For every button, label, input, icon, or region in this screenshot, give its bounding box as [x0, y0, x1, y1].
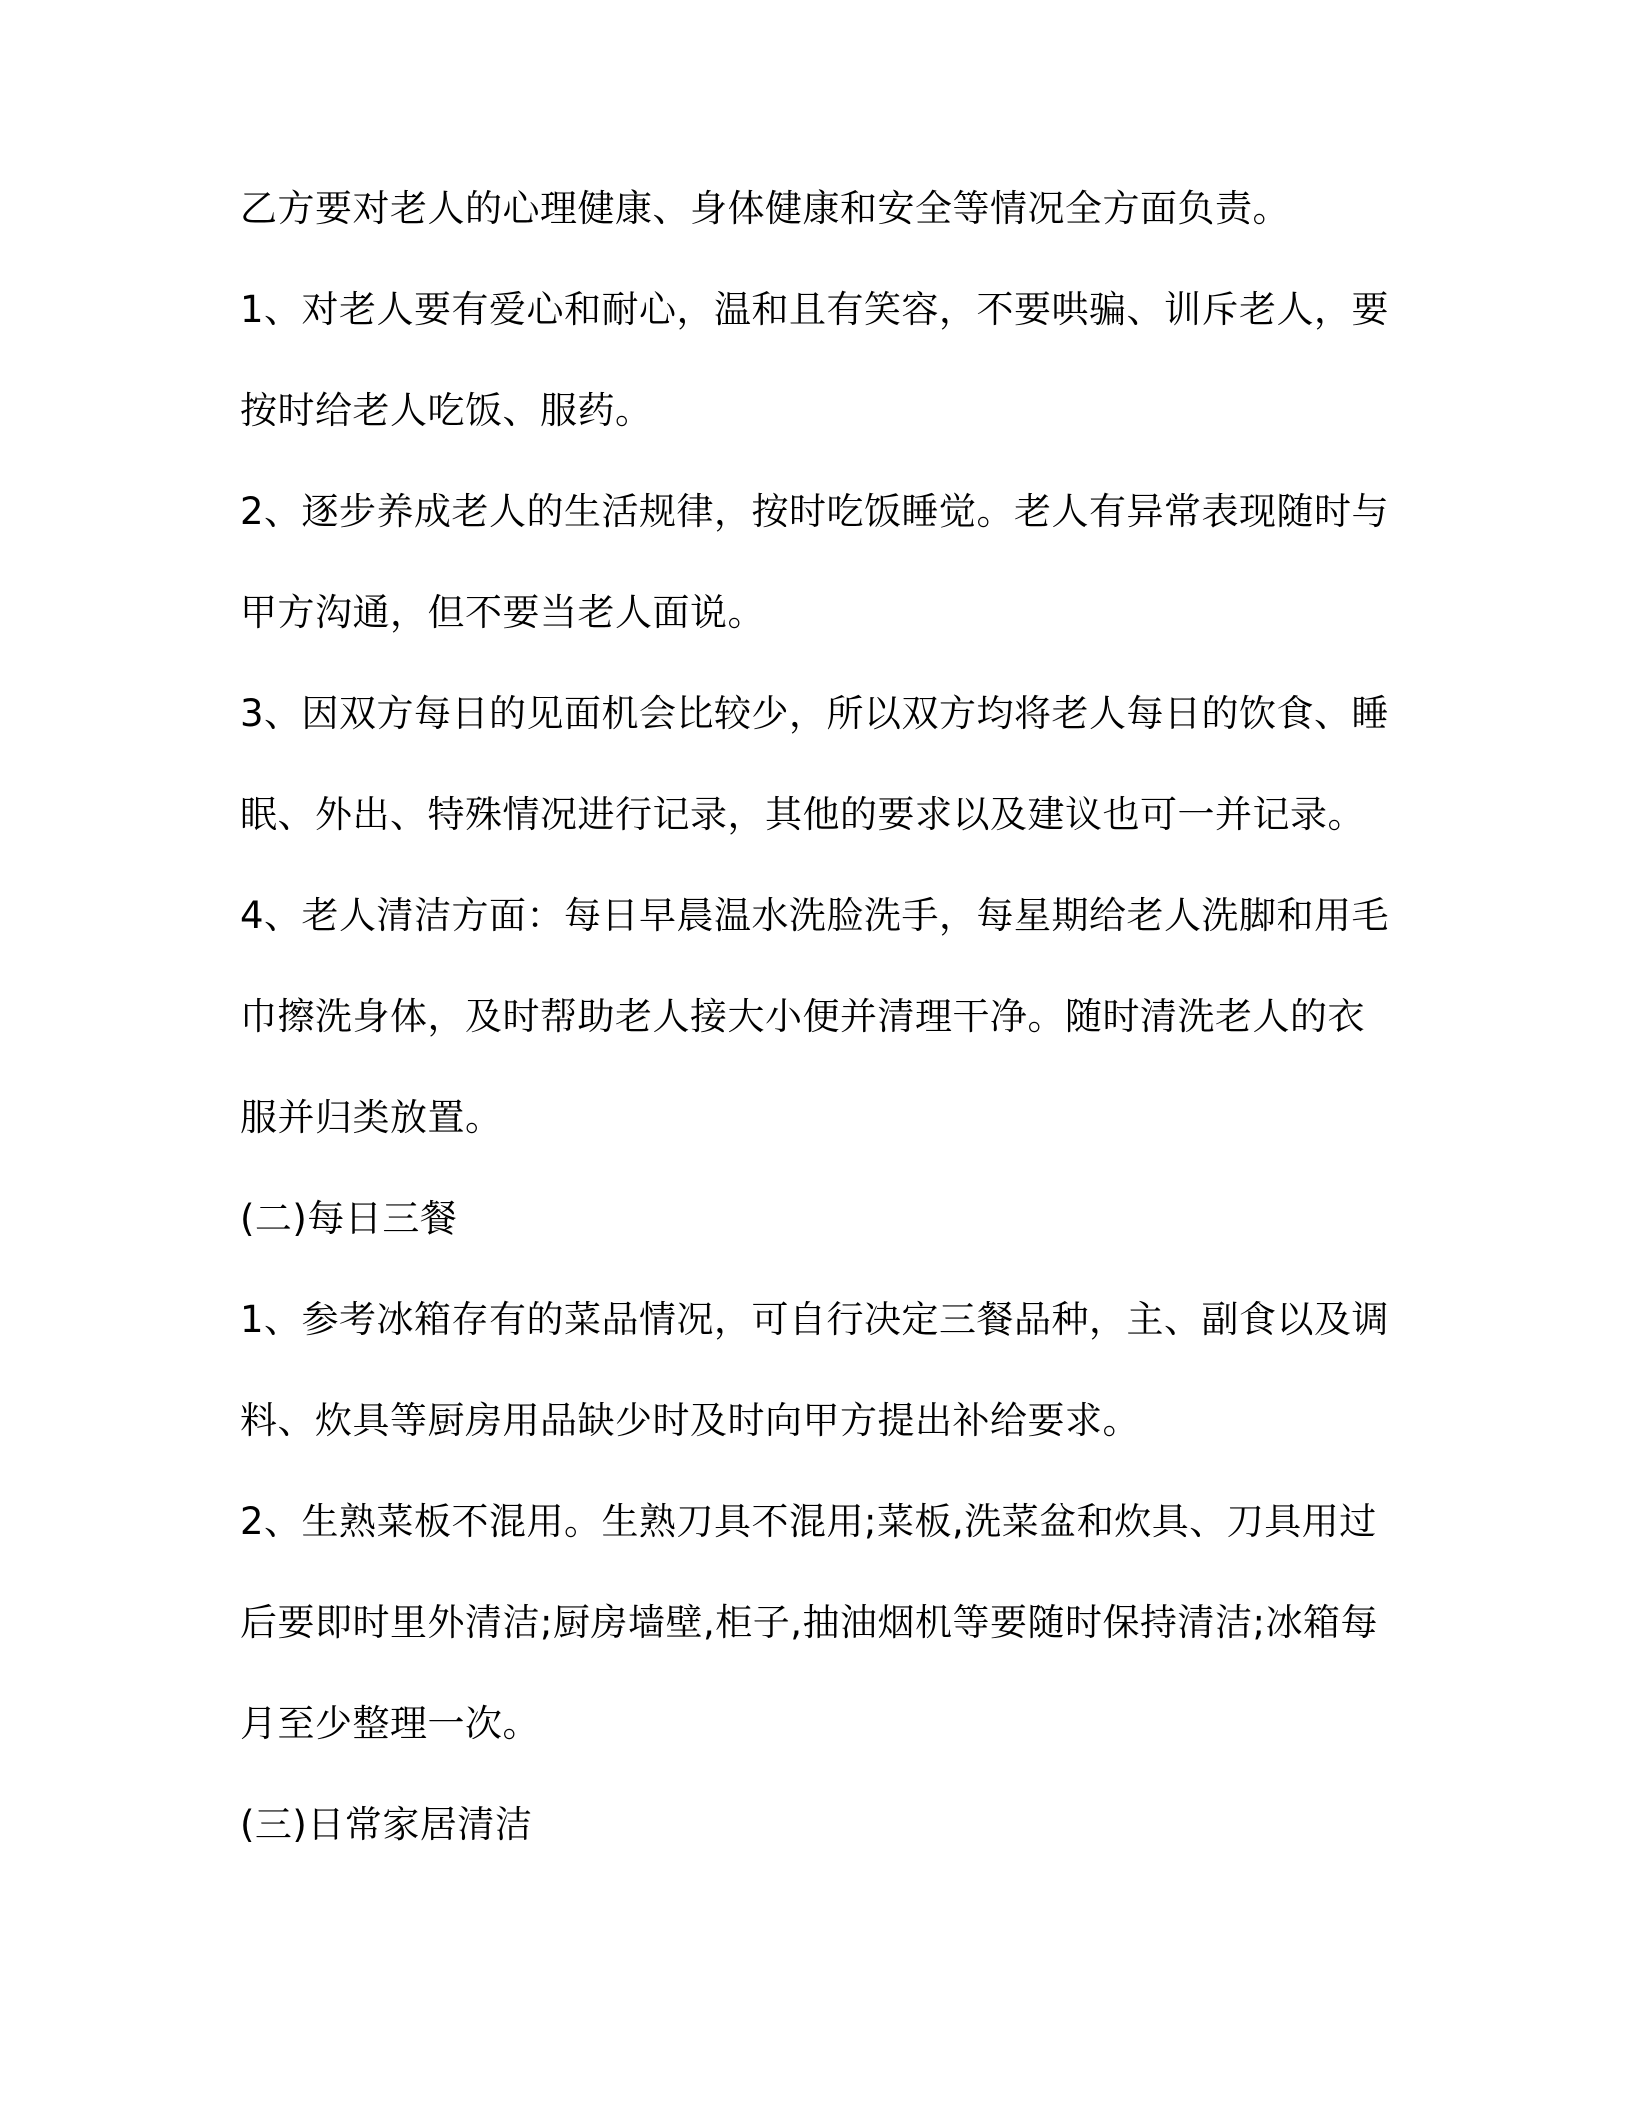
- meals-item-1-line-1: 1、参考冰箱存有的菜品情况，可自行决定三餐品种，主、副食以及调: [240, 1298, 1390, 1341]
- section-heading-cleaning: (三)日常家居清洁: [240, 1803, 533, 1846]
- meals-item-2-line-2: 后要即时里外清洁;厨房墙壁,柜子,抽油烟机等要随时保持清洁;冰箱每: [240, 1601, 1378, 1644]
- item-1-line-2: 按时给老人吃饭、服药。: [240, 389, 653, 432]
- meals-item-2-line-1: 2、生熟菜板不混用。生熟刀具不混用;菜板,洗菜盆和炊具、刀具用过: [240, 1500, 1377, 1543]
- item-3-line-2: 眠、外出、特殊情况进行记录，其他的要求以及建议也可一并记录。: [240, 793, 1365, 836]
- item-3-line-1: 3、因双方每日的见面机会比较少，所以双方均将老人每日的饮食、睡: [240, 692, 1390, 735]
- section-heading-meals: (二)每日三餐: [240, 1197, 458, 1240]
- item-4-line-2: 巾擦洗身体，及时帮助老人接大小便并清理干净。随时清洗老人的衣: [240, 995, 1365, 1038]
- item-4-line-1: 4、老人清洁方面：每日早晨温水洗脸洗手，每星期给老人洗脚和用毛: [240, 894, 1390, 937]
- meals-item-1-line-2: 料、炊具等厨房用品缺少时及时向甲方提出补给要求。: [240, 1399, 1140, 1442]
- item-2-line-1: 2、逐步养成老人的生活规律，按时吃饭睡觉。老人有异常表现随时与: [240, 490, 1390, 533]
- item-2-line-2: 甲方沟通，但不要当老人面说。: [240, 591, 765, 634]
- document-body: [240, 184, 1400, 1901]
- meals-item-2-line-3: 月至少整理一次。: [240, 1702, 540, 1745]
- intro-paragraph-line: 乙方要对老人的心理健康、身体健康和安全等情况全方面负责。: [240, 187, 1290, 230]
- item-1-line-1: 1、对老人要有爱心和耐心，温和且有笑容，不要哄骗、训斥老人，要: [240, 288, 1390, 331]
- item-4-line-3: 服并归类放置。: [240, 1096, 503, 1139]
